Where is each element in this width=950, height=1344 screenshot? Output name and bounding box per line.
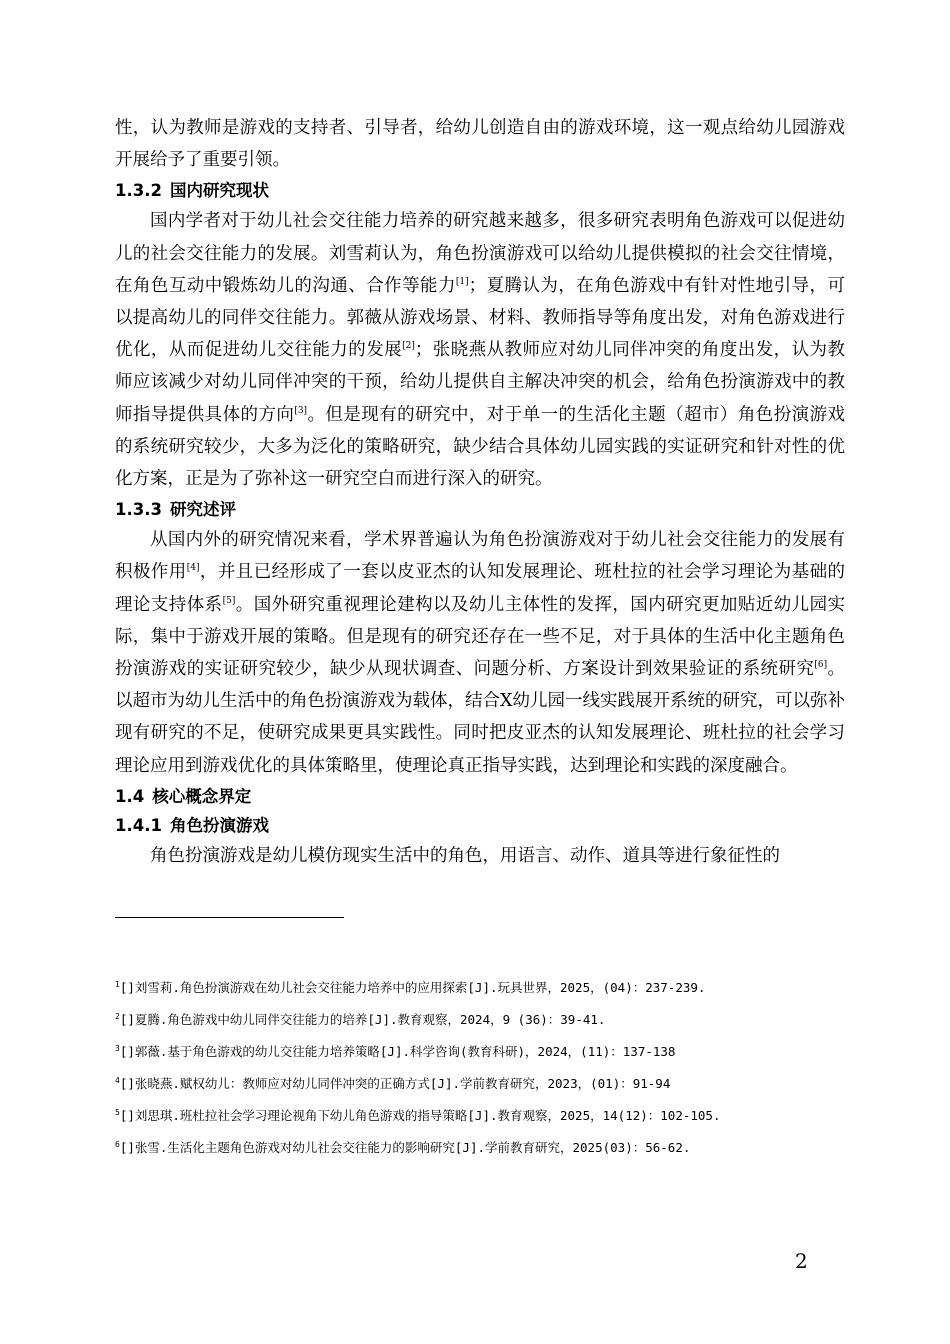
footnote-text: []夏腾.角色游戏中幼儿同伴交往能力的培养[J].教育观察，2024，9 (36)：39-41. — [119, 1012, 606, 1027]
heading-1-4 — [115, 782, 845, 811]
page-number: 2 — [795, 1249, 808, 1273]
citation-ref-3[interactable]: [3] — [294, 405, 308, 416]
footnote-text: []郭薇.基于角色游戏的幼儿交往能力培养策略[J].科学咨询(教育科研)，2024，(11)：137-138 — [119, 1044, 676, 1059]
heading-title: 国内研究现状 — [169, 181, 269, 201]
heading-number: 1.4 — [115, 786, 145, 806]
text-run: 国内学者对于幼儿社会交往能力培养的研究越来越多，很多研究表明角色游戏可以促进幼儿的社会交往能力的发展。刘雪莉认为，角色扮演游戏可以给幼儿提供模拟的社会交往情境，在角色互动中锻炼幼儿的沟通、合作等能力 — [115, 211, 845, 296]
paragraph-role-play-definition: 角色扮演游戏是幼儿模仿现实生活中的角色，用语言、动作、道具等进行象征性的 — [150, 845, 780, 866]
heading-1-3-3 — [115, 495, 845, 524]
citation-ref-4[interactable]: [4] — [186, 563, 200, 574]
citation-ref-5[interactable]: [5] — [222, 595, 236, 606]
text-run: 。国外研究重视理论建构以及幼儿主体性的发挥，国内研究更加贴近幼儿园实际，集中于游戏开展的策略。但是现有的研究还存在一些不足，对于具体的生活中化主题角色扮演游戏的实证研究较少，缺少从现状调查、问题分析、方案设计到效果验证的系统研究 — [115, 594, 846, 680]
heading-number: 1.4.1 — [115, 815, 162, 835]
footnotes — [115, 978, 845, 1170]
text-run: ；夏腾认为，在角色游戏中有针对性地引导，可以提高幼儿的同伴交往能力。郭薇从游戏场景、材料、教师指导等角度出发，对角色游戏进行优化，从而促进幼儿交往能力的发展 — [115, 275, 846, 361]
footnote-mark: 6 — [115, 1139, 120, 1149]
heading-number: 1.3.3 — [115, 500, 162, 520]
footnote-2 — [115, 1010, 845, 1030]
footnote-mark: 5 — [115, 1107, 120, 1117]
body-text — [115, 112, 845, 872]
footnote-text: []刘雪莉.角色扮演游戏在幼儿社会交往能力培养中的应用探索[J].玩具世界，2025，(04)：237-239. — [119, 980, 706, 995]
footnote-4 — [115, 1074, 845, 1094]
text-run: ；张晓燕从教师应对幼儿同伴冲突的角度出发，认为教师应该减少对幼儿同伴冲突的干预，给幼儿提供自主解决冲突的机会，给角色扮演游戏中的教师指导提供具体的方向 — [115, 340, 845, 425]
paragraph-intro: 性，认为教师是游戏的支持者、引导者，给幼儿创造自由的游戏环境，这一观点给幼儿园游戏开展给予了重要引领。 — [115, 118, 845, 171]
text-run: 。以超市为幼儿生活中的角色扮演游戏为载体，结合X幼儿园一线实践展开系统的研究，可以弥补现有研究的不足，使研究成果更具实践性。同时把皮亚杰的认知发展理论、班杜拉的社会学习理论应用到游戏优化的具体策略里，使理论真正指导实践，达到理论和实践的深度融合。 — [115, 659, 846, 776]
text-run: 从国内外的研究情况来看，学术界普遍认为角色扮演游戏对于幼儿社会交往能力的发展有积极作用 — [115, 530, 845, 583]
heading-1-3-2 — [115, 176, 845, 205]
text-run: 。但是现有的研究中，对于单一的生活化主题（超市）角色扮演游戏的系统研究较少，大多为泛化的策略研究，缺少结合具体幼儿园实践的实证研究和针对性的优化方案，正是为了弥补这一研究空白而进行深入的研究。 — [115, 404, 845, 490]
citation-ref-1[interactable]: [1] — [455, 276, 469, 287]
heading-title: 核心概念界定 — [152, 786, 252, 806]
footnote-3 — [115, 1042, 845, 1062]
citation-ref-2[interactable]: [2] — [402, 341, 415, 352]
footnote-mark: 3 — [115, 1043, 120, 1053]
footnote-separator — [115, 917, 344, 918]
footnote-text: []张晓燕.赋权幼儿：教师应对幼儿同伴冲突的正确方式[J].学前教育研究，2023，(01)：91-94 — [119, 1076, 671, 1091]
paragraph-research-review — [115, 524, 845, 782]
footnote-text: []张雪.生活化主题角色游戏对幼儿社会交往能力的影响研究[J].学前教育研究，2025(03)：56-62. — [119, 1140, 691, 1155]
heading-1-4-1 — [115, 811, 845, 840]
footnote-5 — [115, 1106, 845, 1126]
paragraph-domestic-research — [115, 205, 845, 495]
text-run: ，并且已经形成了一套以皮亚杰的认知发展理论、班杜拉的社会学习理论为基础的理论支持体系 — [115, 562, 846, 615]
footnote-mark: 2 — [115, 1011, 120, 1021]
footnote-mark: 1 — [115, 979, 120, 989]
heading-number: 1.3.2 — [115, 181, 162, 201]
heading-title: 研究述评 — [169, 500, 236, 520]
footnote-6 — [115, 1138, 845, 1158]
citation-ref-6[interactable]: [6] — [814, 660, 828, 671]
heading-title: 角色扮演游戏 — [169, 815, 269, 835]
footnote-mark: 4 — [115, 1075, 120, 1085]
footnote-text: []刘思琪.班杜拉社会学习理论视角下幼儿角色游戏的指导策略[J].教育观察，2025，14(12)：102-105. — [119, 1108, 721, 1123]
footnote-1 — [115, 978, 845, 998]
